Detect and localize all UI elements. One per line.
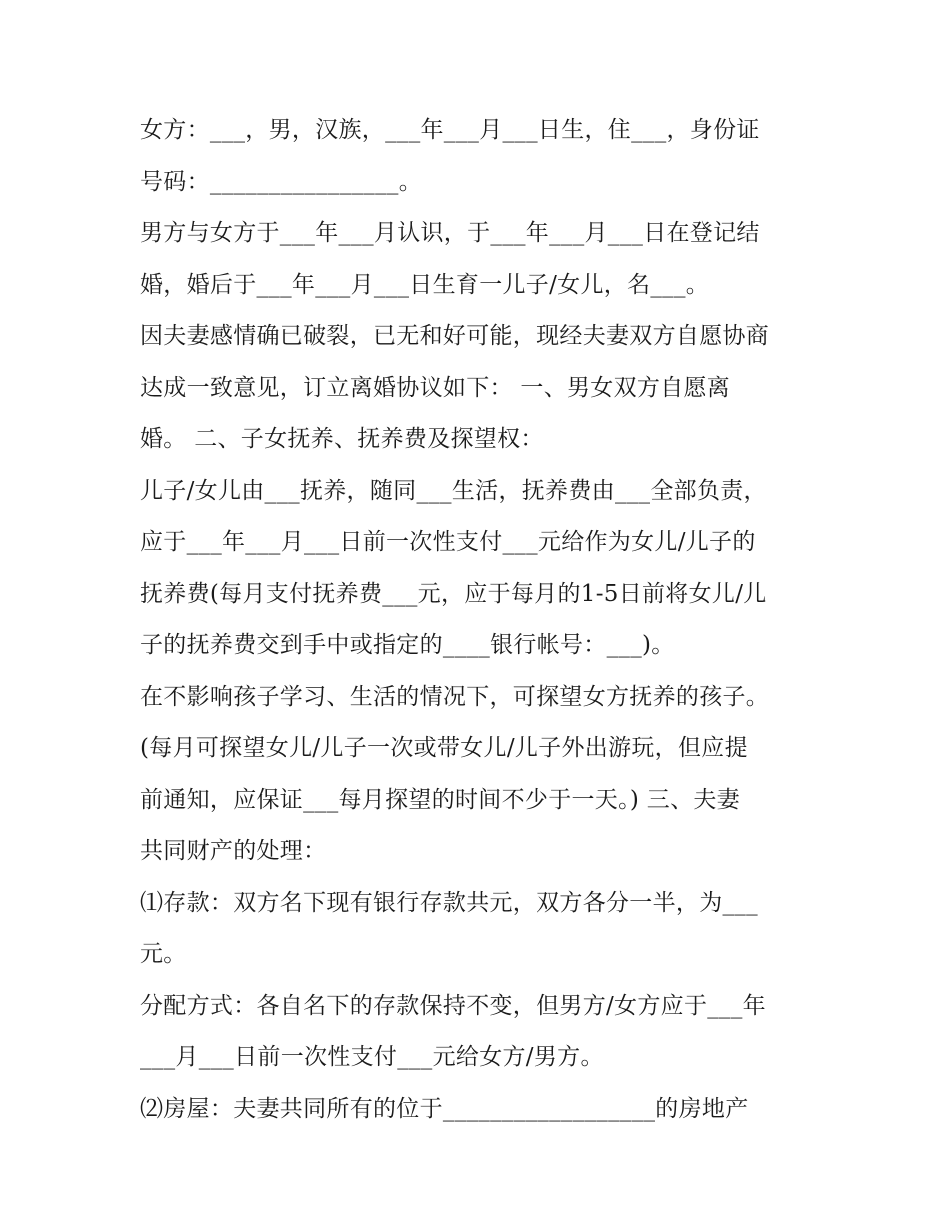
text-line-visit-detail: (每月可探望女儿/儿子一次或带女儿/儿子外出游玩，但应提	[140, 735, 748, 761]
text-line-child-birth: 婚，婚后于___年___月___日生育一儿子/女儿，名___。	[140, 271, 710, 298]
text-line-id-number: 号码：________________。	[140, 168, 422, 195]
text-line-marriage: 男方与女方于___年___月认识，于___年___月___日在登记结	[140, 220, 760, 246]
text-line-deposits-unit: 元。	[140, 941, 187, 967]
text-line-bank-account: 子的抚养费交到手中或指定的____银行帐号：___)。	[140, 632, 675, 658]
text-line-agreement: 达成一致意见，订立离婚协议如下： 一、男女双方自愿离	[140, 374, 731, 401]
text-line-custody-heading: 婚。 二、子女抚养、抚养费及探望权：	[140, 426, 544, 452]
document-body	[140, 105, 820, 1135]
text-line-property-heading: 共同财产的处理：	[140, 838, 327, 864]
text-line-deposits: ⑴存款：双方名下现有银行存款共元，双方各分一半，为___	[140, 889, 758, 916]
text-line-lump-sum: 应于___年___月___日前一次性支付___元给作为女儿/儿子的	[140, 529, 756, 555]
text-line-breakdown: 因夫妻感情确已破裂，已无和好可能，现经夫妻双方自愿协商	[140, 323, 770, 349]
text-line-visitation: 在不影响孩子学习、生活的情况下，可探望女方抚养的孩子。	[140, 683, 770, 710]
text-line-housing: ⑵房屋：夫妻共同所有的位于__________________的房地产	[140, 1095, 749, 1122]
text-line-distribution: 分配方式：各自名下的存款保持不变，但男方/女方应于___年	[140, 992, 766, 1019]
text-line-custody: 儿子/女儿由___抚养，随同___生活，抚养费由___全部负责，	[140, 477, 767, 504]
text-line-woman-info: 女方：___，男，汉族，___年___月___日生，住___，身份证	[140, 117, 760, 143]
text-line-monthly-support: 抚养费(每月支付抚养费___元，应于每月的1-5日前将女儿/儿	[140, 580, 767, 607]
text-line-payment: ___月___日前一次性支付___元给女方/男方。	[140, 1044, 604, 1070]
text-line-notice: 前通知，应保证___每月探望的时间不少于一天。) 三、夫妻	[140, 786, 740, 813]
